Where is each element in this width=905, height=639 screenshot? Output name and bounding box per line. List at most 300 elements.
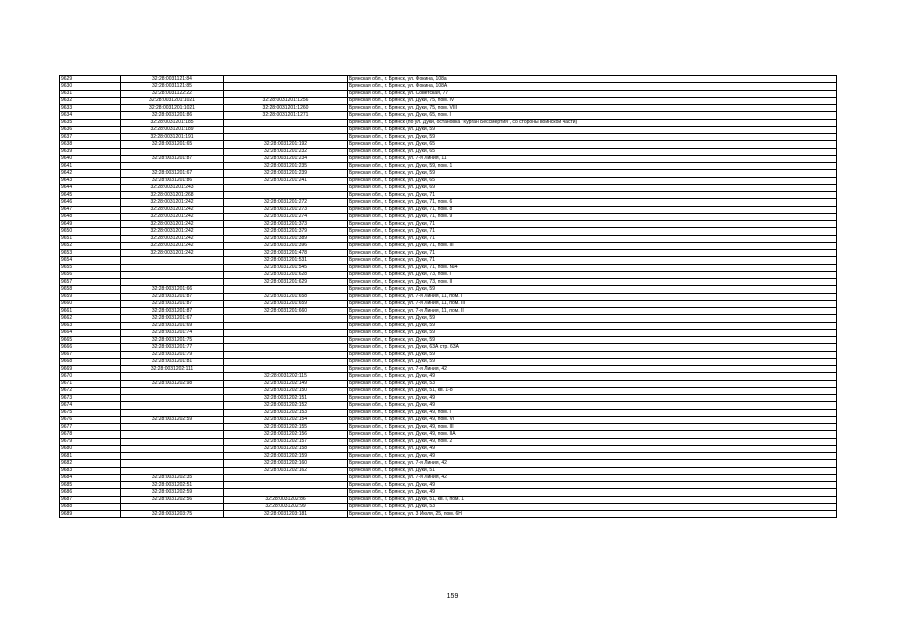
- cadastral-number-cell: 32:28:0031201:242: [121, 221, 224, 228]
- linked-cadastral-number-cell: 32:28:0031201:396: [224, 242, 348, 249]
- row-number-cell: 9659: [60, 293, 121, 300]
- linked-cadastral-number-cell: [224, 192, 348, 199]
- table-row: [60, 482, 837, 489]
- row-number-cell: 9646: [60, 199, 121, 206]
- cadastral-number-cell: 32:28:0031121:84: [121, 76, 224, 83]
- linked-cadastral-number-cell: 32:28:0031202:158: [224, 445, 348, 452]
- cadastral-number-cell: 32:28:0031201:87: [121, 308, 224, 315]
- table-row: [60, 467, 837, 474]
- linked-cadastral-number-cell: 32:28:0031202:99: [224, 503, 348, 510]
- row-number-cell: 9632: [60, 97, 121, 104]
- address-cell: Брянская обл., г. Брянск, ул. Дуки, 49, пом. III: [348, 424, 837, 431]
- address-cell: Брянская обл., г. Брянск, ул. Дуки, 63А стр. 63А: [348, 344, 837, 351]
- row-number-cell: 9655: [60, 264, 121, 271]
- address-cell: Брянская обл., г. Брянск, ул. Дуки, 51: [348, 467, 837, 474]
- table-row: [60, 308, 837, 315]
- cadastral-number-cell: [121, 431, 224, 438]
- cadastral-number-cell: 32:28:0031201:67: [121, 315, 224, 322]
- row-number-cell: 9661: [60, 308, 121, 315]
- cadastral-number-cell: 32:28:0031122:22: [121, 90, 224, 97]
- cadastral-number-cell: [121, 409, 224, 416]
- address-cell: Брянская обл., г. Брянск, ул. 7-я Линия, 11: [348, 155, 837, 162]
- row-number-cell: 9642: [60, 170, 121, 177]
- table-row: [60, 424, 837, 431]
- row-number-cell: 9651: [60, 235, 121, 242]
- address-cell: Брянская обл., г. Брянск, ул. Дуки, 59, пом. 1: [348, 163, 837, 170]
- address-cell: Брянская обл., г. Брянск, ул. Дуки, 49, пом. 2: [348, 438, 837, 445]
- row-number-cell: 9665: [60, 337, 121, 344]
- address-cell: Брянская обл., г. Брянск, ул. Дуки, 71: [348, 235, 837, 242]
- table-row: [60, 199, 837, 206]
- address-cell: Брянская обл., г. Брянск, ул. Дуки, 71, пом. 8: [348, 206, 837, 213]
- address-cell: Брянская обл., г. Брянск, ул. Дуки, 75, пом. VIII: [348, 105, 837, 112]
- cadastral-number-cell: [121, 438, 224, 445]
- cadastral-number-cell: 32:28:0031201:242: [121, 213, 224, 220]
- cadastral-number-cell: 32:28:0031202:98: [121, 380, 224, 387]
- address-cell: Брянская обл., г. Брянск, ул. Дуки, 71: [348, 221, 837, 228]
- cadastral-number-cell: 32:28:0031201:242: [121, 242, 224, 249]
- table-row: [60, 90, 837, 97]
- row-number-cell: 9667: [60, 351, 121, 358]
- address-cell: Брянская обл., г. Брянск, ул. Дуки, 71, пом. 6: [348, 199, 837, 206]
- linked-cadastral-number-cell: 32:28:0031201:373: [224, 221, 348, 228]
- address-cell: Брянская обл., г. Брянск, ул. Дуки, 49: [348, 453, 837, 460]
- table-row: [60, 453, 837, 460]
- row-number-cell: 9656: [60, 271, 121, 278]
- cadastral-number-cell: [121, 424, 224, 431]
- table-row: [60, 496, 837, 503]
- row-number-cell: 9636: [60, 126, 121, 133]
- table-row: [60, 286, 837, 293]
- cadastral-number-cell: [121, 279, 224, 286]
- table-row: [60, 206, 837, 213]
- linked-cadastral-number-cell: [224, 315, 348, 322]
- address-cell: Брянская обл., г. Брянск, ул. 7-я Линия, 42: [348, 366, 837, 373]
- linked-cadastral-number-cell: [224, 286, 348, 293]
- cadastral-number-cell: 32:28:0031202:51: [121, 482, 224, 489]
- linked-cadastral-number-cell: 32:28:0031202:160: [224, 460, 348, 467]
- cadastral-number-cell: 32:28:0031201:75: [121, 337, 224, 344]
- row-number-cell: 9674: [60, 402, 121, 409]
- table-row: [60, 119, 837, 126]
- table-row: [60, 134, 837, 141]
- row-number-cell: 9635: [60, 119, 121, 126]
- cadastral-number-cell: 32:28:0031121:85: [121, 83, 224, 90]
- table-row: [60, 279, 837, 286]
- address-cell: Брянская обл., г. Брянск, ул. Дуки, 59: [348, 322, 837, 329]
- row-number-cell: 9648: [60, 213, 121, 220]
- row-number-cell: 9639: [60, 148, 121, 155]
- table-row: [60, 76, 837, 83]
- cadastral-number-cell: 32:28:0031201:191: [121, 134, 224, 141]
- row-number-cell: 9684: [60, 474, 121, 481]
- address-cell: Брянская обл., г. Брянск (по ул. Дуки, остановка "Курган Бессмертия", со стороны воинской части): [348, 119, 837, 126]
- address-cell: Брянская обл., г. Брянск, ул. Дуки, 49: [348, 395, 837, 402]
- linked-cadastral-number-cell: [224, 90, 348, 97]
- row-number-cell: 9670: [60, 373, 121, 380]
- linked-cadastral-number-cell: 32:28:0031202:157: [224, 438, 348, 445]
- row-number-cell: 9647: [60, 206, 121, 213]
- linked-cadastral-number-cell: [224, 344, 348, 351]
- cadastral-number-cell: 32:28:0031201:87: [121, 155, 224, 162]
- table-row: [60, 112, 837, 119]
- linked-cadastral-number-cell: 32:28:0031201:660: [224, 308, 348, 315]
- cadastral-number-cell: [121, 467, 224, 474]
- address-cell: Брянская обл., г. Брянск, ул. Дуки, 49, пом. VI: [348, 416, 837, 423]
- table-row: [60, 337, 837, 344]
- cadastral-number-cell: 32:28:0031202:111: [121, 366, 224, 373]
- row-number-cell: 9657: [60, 279, 121, 286]
- cadastral-number-cell: 32:28:0031201:74: [121, 329, 224, 336]
- cadastral-number-cell: 32:28:0031201:87: [121, 293, 224, 300]
- table-row: [60, 97, 837, 104]
- table-row: [60, 373, 837, 380]
- address-cell: Брянская обл., г. Брянск, ул. Дуки, 65: [348, 141, 837, 148]
- table-row: [60, 351, 837, 358]
- row-number-cell: 9685: [60, 482, 121, 489]
- linked-cadastral-number-cell: [224, 329, 348, 336]
- row-number-cell: 9675: [60, 409, 121, 416]
- row-number-cell: 9671: [60, 380, 121, 387]
- table-row: [60, 271, 837, 278]
- row-number-cell: 9634: [60, 112, 121, 119]
- address-cell: Брянская обл., г. Брянск, ул. Дуки, 71: [348, 250, 837, 257]
- cadastral-number-cell: 32:28:0031202:59: [121, 416, 224, 423]
- linked-cadastral-number-cell: 32:28:0031201:273: [224, 206, 348, 213]
- row-number-cell: 9686: [60, 489, 121, 496]
- address-cell: Брянская обл., г. Брянск, ул. Дуки, 49: [348, 373, 837, 380]
- linked-cadastral-number-cell: 32:28:0031201:235: [224, 163, 348, 170]
- cadastral-number-cell: 32:28:0031201:189: [121, 126, 224, 133]
- table-row: [60, 300, 837, 307]
- address-cell: Брянская обл., г. Брянск, ул. Дуки, 49: [348, 482, 837, 489]
- linked-cadastral-number-cell: 32:28:0031203:181: [224, 511, 348, 518]
- address-cell: Брянская обл., г. Брянск, ул. Дуки, 59: [348, 358, 837, 365]
- linked-cadastral-number-cell: [224, 489, 348, 496]
- address-cell: Брянская обл., г. Брянск, ул. Дуки, 65, пом. I: [348, 112, 837, 119]
- linked-cadastral-number-cell: 32:28:0031202:155: [224, 424, 348, 431]
- address-cell: Брянская обл., г. Брянск, ул. Советская, 77: [348, 90, 837, 97]
- table-row: [60, 380, 837, 387]
- cadastral-number-cell: 32:28:0031201:65: [121, 141, 224, 148]
- table-row: [60, 192, 837, 199]
- cadastral-number-cell: 32:28:0031201:69: [121, 322, 224, 329]
- row-number-cell: 9664: [60, 329, 121, 336]
- row-number-cell: 9662: [60, 315, 121, 322]
- table-row: [60, 322, 837, 329]
- linked-cadastral-number-cell: 32:28:0031201:232: [224, 148, 348, 155]
- linked-cadastral-number-cell: 32:28:0031201:658: [224, 293, 348, 300]
- cadastral-number-cell: 32:28:0031201:242: [121, 228, 224, 235]
- linked-cadastral-number-cell: 32:28:0031201:274: [224, 213, 348, 220]
- table-row: [60, 228, 837, 235]
- cadastral-number-cell: [121, 445, 224, 452]
- row-number-cell: 9658: [60, 286, 121, 293]
- linked-cadastral-number-cell: 32:28:0031202:86: [224, 496, 348, 503]
- table-row: [60, 503, 837, 510]
- cadastral-number-cell: 32:28:0031201:185: [121, 119, 224, 126]
- table-row: [60, 474, 837, 481]
- table-row: [60, 409, 837, 416]
- row-number-cell: 9649: [60, 221, 121, 228]
- address-cell: Брянская обл., г. Брянск, ул. Дуки, 49, пом. I: [348, 409, 837, 416]
- address-cell: Брянская обл., г. Брянск, ул. Дуки, 59: [348, 337, 837, 344]
- table-row: [60, 177, 837, 184]
- linked-cadastral-number-cell: [224, 76, 348, 83]
- page-number: 159: [446, 593, 459, 600]
- linked-cadastral-number-cell: 32:28:0031201:272: [224, 199, 348, 206]
- linked-cadastral-number-cell: 32:28:0031202:159: [224, 453, 348, 460]
- row-number-cell: 9672: [60, 387, 121, 394]
- linked-cadastral-number-cell: 32:28:0031202:152: [224, 402, 348, 409]
- cadastral-number-cell: 32:28:0031201:268: [121, 192, 224, 199]
- table-row: [60, 460, 837, 467]
- table-row: [60, 235, 837, 242]
- cadastral-number-cell: [121, 148, 224, 155]
- cadastral-number-cell: 32:28:0031202:56: [121, 496, 224, 503]
- address-cell: Брянская обл., г. Брянск, ул. 3 Июля, 25, пом. 6Н: [348, 511, 837, 518]
- cadastral-number-cell: 32:28:0031201:87: [121, 300, 224, 307]
- linked-cadastral-number-cell: 32:28:0031201:1260: [224, 105, 348, 112]
- row-number-cell: 9652: [60, 242, 121, 249]
- table-row: [60, 387, 837, 394]
- table-row: [60, 105, 837, 112]
- linked-cadastral-number-cell: 32:28:0031201:239: [224, 170, 348, 177]
- address-cell: Брянская обл., г. Брянск, ул. Дуки, 71: [348, 228, 837, 235]
- linked-cadastral-number-cell: [224, 474, 348, 481]
- address-cell: Брянская обл., г. Брянск, ул. Дуки, 51, кв. I, пом. 1: [348, 496, 837, 503]
- row-number-cell: 9687: [60, 496, 121, 503]
- address-cell: Брянская обл., г. Брянск, ул. Дуки, 71, пом. №4: [348, 264, 837, 271]
- linked-cadastral-number-cell: [224, 322, 348, 329]
- address-cell: Брянская обл., г. Брянск, ул. 7-я Линия, 11, пом. II: [348, 308, 837, 315]
- address-cell: Брянская обл., г. Брянск, ул. Дуки, 71: [348, 257, 837, 264]
- linked-cadastral-number-cell: 32:28:0031201:379: [224, 228, 348, 235]
- linked-cadastral-number-cell: 32:28:0031201:234: [224, 155, 348, 162]
- row-number-cell: 9641: [60, 163, 121, 170]
- address-cell: Брянская обл., г. Брянск, ул. 7-я Линия, 42: [348, 460, 837, 467]
- table-row: [60, 170, 837, 177]
- linked-cadastral-number-cell: 32:28:0031201:531: [224, 257, 348, 264]
- row-number-cell: 9645: [60, 192, 121, 199]
- table-row: [60, 83, 837, 90]
- table-row: [60, 438, 837, 445]
- linked-cadastral-number-cell: 32:28:0031202:115: [224, 373, 348, 380]
- table-row: [60, 344, 837, 351]
- address-cell: Брянская обл., г. Брянск, ул. Дуки, 73, пом. II: [348, 279, 837, 286]
- row-number-cell: 9683: [60, 467, 121, 474]
- address-cell: Брянская обл., г. Брянск, ул. Дуки, 49, пом. IIА: [348, 431, 837, 438]
- cadastral-number-cell: 32:28:0031201:242: [121, 235, 224, 242]
- table-row: [60, 445, 837, 452]
- cadastral-number-cell: 32:28:0031202:59: [121, 489, 224, 496]
- row-number-cell: 9630: [60, 83, 121, 90]
- linked-cadastral-number-cell: 32:28:0031201:389: [224, 235, 348, 242]
- cadastral-number-cell: [121, 387, 224, 394]
- linked-cadastral-number-cell: 32:28:0031201:659: [224, 300, 348, 307]
- row-number-cell: 9681: [60, 453, 121, 460]
- cadastral-number-cell: [121, 453, 224, 460]
- linked-cadastral-number-cell: 32:28:0031202:151: [224, 395, 348, 402]
- row-number-cell: 9660: [60, 300, 121, 307]
- address-cell: Брянская обл., г. Брянск, ул. Дуки, 65: [348, 148, 837, 155]
- table-row: [60, 155, 837, 162]
- table-row: [60, 221, 837, 228]
- cadastral-number-cell: [121, 163, 224, 170]
- address-cell: Брянская обл., г. Брянск, ул. 7-я Линия, 11, пом. III: [348, 300, 837, 307]
- table-row: [60, 329, 837, 336]
- table-row: [60, 358, 837, 365]
- address-cell: Брянская обл., г. Брянск, ул. Дуки, 65: [348, 177, 837, 184]
- address-cell: Брянская обл., г. Брянск, ул. Дуки, 59: [348, 315, 837, 322]
- row-number-cell: 9682: [60, 460, 121, 467]
- linked-cadastral-number-cell: 32:28:0031201:478: [224, 250, 348, 257]
- table-row: [60, 293, 837, 300]
- linked-cadastral-number-cell: [224, 482, 348, 489]
- linked-cadastral-number-cell: [224, 337, 348, 344]
- address-cell: Брянская обл., г. Брянск, ул. Дуки, 71, пом. 9: [348, 213, 837, 220]
- cadastral-number-cell: 32:28:0031201:1021: [121, 97, 224, 104]
- table-row: [60, 315, 837, 322]
- address-cell: Брянская обл., г. Брянск, ул. Фокина, 108а: [348, 76, 837, 83]
- row-number-cell: 9679: [60, 438, 121, 445]
- row-number-cell: 9666: [60, 344, 121, 351]
- row-number-cell: 9689: [60, 511, 121, 518]
- address-cell: Брянская обл., г. Брянск, ул. Дуки, 73, пом. I: [348, 271, 837, 278]
- linked-cadastral-number-cell: 32:28:0031201:629: [224, 279, 348, 286]
- row-number-cell: 9650: [60, 228, 121, 235]
- cadastral-number-cell: 32:28:0031201:67: [121, 170, 224, 177]
- address-cell: Брянская обл., г. Брянск, ул. Дуки, 49: [348, 489, 837, 496]
- cadastral-number-cell: [121, 373, 224, 380]
- linked-cadastral-number-cell: [224, 351, 348, 358]
- table-row: [60, 395, 837, 402]
- table-row: [60, 213, 837, 220]
- cadastral-number-cell: 32:28:0031201:81: [121, 358, 224, 365]
- linked-cadastral-number-cell: 32:28:0031201:1256: [224, 97, 348, 104]
- linked-cadastral-number-cell: [224, 126, 348, 133]
- cadastral-number-cell: [121, 257, 224, 264]
- table-row: [60, 366, 837, 373]
- row-number-cell: 9669: [60, 366, 121, 373]
- row-number-cell: 9673: [60, 395, 121, 402]
- row-number-cell: 9629: [60, 76, 121, 83]
- row-number-cell: 9680: [60, 445, 121, 452]
- address-cell: Брянская обл., г. Брянск, ул. Дуки, 71, пом. III: [348, 242, 837, 249]
- linked-cadastral-number-cell: 32:28:0031201:545: [224, 264, 348, 271]
- cadastral-number-cell: 32:28:0031201:77: [121, 344, 224, 351]
- row-number-cell: 9677: [60, 424, 121, 431]
- linked-cadastral-number-cell: 32:28:0031202:156: [224, 431, 348, 438]
- address-cell: Брянская обл., г. Брянск, ул. Дуки, 53: [348, 503, 837, 510]
- cadastral-number-cell: 32:28:0031203:75: [121, 511, 224, 518]
- cadastral-number-cell: 32:28:0031201:66: [121, 286, 224, 293]
- cadastral-number-cell: 32:28:0031201:243: [121, 184, 224, 191]
- address-cell: Брянская обл., г. Брянск, ул. Дуки, 59: [348, 134, 837, 141]
- table-row: [60, 184, 837, 191]
- cadastral-number-cell: 32:28:0031202:35: [121, 474, 224, 481]
- linked-cadastral-number-cell: 32:28:0031201:1271: [224, 112, 348, 119]
- table-body: [60, 76, 837, 518]
- address-cell: Брянская обл., г. Брянск, ул. Дуки, 59: [348, 351, 837, 358]
- cadastral-number-cell: [121, 503, 224, 510]
- row-number-cell: 9637: [60, 134, 121, 141]
- cadastral-number-cell: 32:28:0031201:86: [121, 177, 224, 184]
- cadastral-number-cell: 32:28:0031201:79: [121, 351, 224, 358]
- address-cell: Брянская обл., г. Брянск, ул. Дуки, 59: [348, 329, 837, 336]
- address-cell: Брянская обл., г. Брянск, ул. Дуки, 71: [348, 192, 837, 199]
- linked-cadastral-number-cell: 32:28:0031202:150: [224, 387, 348, 394]
- linked-cadastral-number-cell: [224, 119, 348, 126]
- cadastral-number-cell: 32:28:0031201:86: [121, 112, 224, 119]
- address-cell: Брянская обл., г. Брянск, ул. Дуки, 49: [348, 402, 837, 409]
- address-cell: Брянская обл., г. Брянск, ул. Дуки, 69: [348, 184, 837, 191]
- linked-cadastral-number-cell: 32:28:0031202:154: [224, 416, 348, 423]
- table-row: [60, 242, 837, 249]
- table-row: [60, 264, 837, 271]
- address-cell: Брянская обл., г. Брянск, ул. Дуки, 49: [348, 445, 837, 452]
- row-number-cell: 9663: [60, 322, 121, 329]
- table-row: [60, 141, 837, 148]
- table-row: [60, 511, 837, 518]
- row-number-cell: 9678: [60, 431, 121, 438]
- row-number-cell: 9668: [60, 358, 121, 365]
- table-row: [60, 402, 837, 409]
- row-number-cell: 9644: [60, 184, 121, 191]
- linked-cadastral-number-cell: [224, 134, 348, 141]
- address-cell: Брянская обл., г. Брянск, ул. Фокина, 108А: [348, 83, 837, 90]
- row-number-cell: 9676: [60, 416, 121, 423]
- cadastral-table: [59, 75, 837, 518]
- linked-cadastral-number-cell: 32:28:0031202:162: [224, 467, 348, 474]
- linked-cadastral-number-cell: [224, 83, 348, 90]
- linked-cadastral-number-cell: [224, 358, 348, 365]
- row-number-cell: 9653: [60, 250, 121, 257]
- address-cell: Брянская обл., г. Брянск, ул. Дуки, 59: [348, 286, 837, 293]
- row-number-cell: 9633: [60, 105, 121, 112]
- table-row: [60, 148, 837, 155]
- table-row: [60, 126, 837, 133]
- cadastral-number-cell: [121, 264, 224, 271]
- address-cell: Брянская обл., г. Брянск, ул. 7-я Линия, 42: [348, 474, 837, 481]
- table-row: [60, 489, 837, 496]
- address-cell: Брянская обл., г. Брянск, ул. Дуки, 59: [348, 170, 837, 177]
- linked-cadastral-number-cell: 32:28:0031201:628: [224, 271, 348, 278]
- row-number-cell: 9643: [60, 177, 121, 184]
- cadastral-number-cell: 32:28:0031201:242: [121, 250, 224, 257]
- table-row: [60, 250, 837, 257]
- cadastral-number-cell: [121, 402, 224, 409]
- row-number-cell: 9640: [60, 155, 121, 162]
- cadastral-number-cell: [121, 460, 224, 467]
- linked-cadastral-number-cell: [224, 184, 348, 191]
- table-row: [60, 163, 837, 170]
- address-cell: Брянская обл., г. Брянск, ул. Дуки, 59: [348, 126, 837, 133]
- table-row: [60, 257, 837, 264]
- linked-cadastral-number-cell: 32:28:0031201:241: [224, 177, 348, 184]
- address-cell: Брянская обл., г. Брянск, ул. Дуки, 75, пом. IV: [348, 97, 837, 104]
- cadastral-number-cell: 32:28:0031201:1021: [121, 105, 224, 112]
- cadastral-number-cell: 32:28:0031201:242: [121, 199, 224, 206]
- address-cell: Брянская обл., г. Брянск, ул. 7-я Линия, 11, пом. I: [348, 293, 837, 300]
- table-row: [60, 416, 837, 423]
- linked-cadastral-number-cell: 32:28:0031202:149: [224, 380, 348, 387]
- row-number-cell: 9688: [60, 503, 121, 510]
- row-number-cell: 9638: [60, 141, 121, 148]
- table-row: [60, 431, 837, 438]
- cadastral-number-cell: 32:28:0031201:242: [121, 206, 224, 213]
- cadastral-number-cell: [121, 395, 224, 402]
